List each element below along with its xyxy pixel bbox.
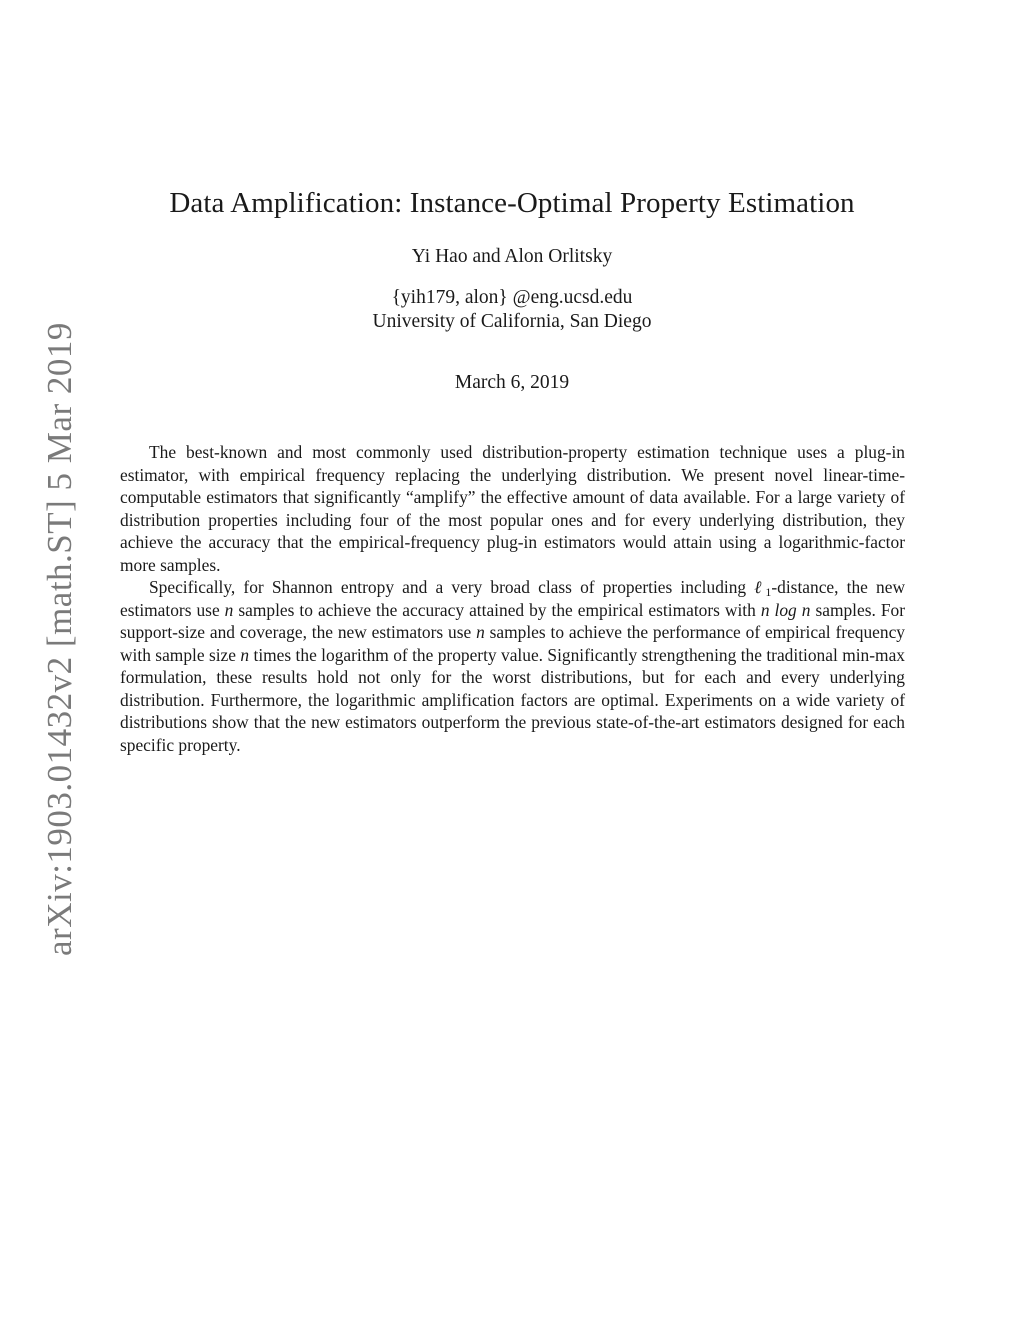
paper-date: March 6, 2019 — [454, 372, 570, 393]
abstract-paragraph-1: The best-known and most commonly used distribution-property estimation technique uses a plug-in estimator, with empirical frequency replacing the underlying distribution. We present novel linear-time-computable estimators that significantly “amplify” the effective amount of data available. For a large variety of distribution properties including four of the most popular ones and for every underlying distribution, they achieve the accuracy that the empirical-frequency plug-in estimators would attain using a logarithmic-factor more samples. — [120, 442, 905, 575]
abstract-text: samples. For support-size and coverage, the new estimators use — [120, 599, 905, 642]
math-n: n — [240, 644, 250, 665]
abstract-text: samples to achieve the accuracy attained by the empirical estimators with — [233, 599, 761, 620]
abstract-text: Specifically, for Shannon entropy and a very broad class of properties including — [149, 577, 755, 597]
abstract-paragraph-2 — [120, 576, 905, 756]
affiliation-block — [0, 286, 1024, 334]
math-n: n — [224, 599, 234, 620]
ell-subscript: 1 — [765, 585, 772, 599]
math-n-log-n: n log n — [760, 599, 811, 620]
author-emails: {yih179, alon} @eng.ucsd.edu — [391, 287, 633, 308]
ell-symbol: ℓ — [754, 577, 766, 597]
author-affiliation: University of California, San Diego — [372, 311, 652, 332]
arxiv-identifier-stamp: arXiv:1903.01432v2 [math.ST] 5 Mar 2019 — [40, 322, 79, 956]
author-list: Yi Hao and Alon Orlitsky — [411, 246, 613, 267]
paper-title: Data Amplification: Instance-Optimal Property Estimation — [169, 187, 855, 219]
abstract — [120, 441, 905, 756]
abstract-text: times the logarithm of the property value. Significantly strengthening the traditional min-max formulation, these results hold not only for the worst distributions, but for each and every underlying distribution. Furthermore, the logarithmic amplification factors are optimal. Experiments on a wide variety of distributions show that the new estimators outperform the previous state-of-the-art estimators designed for each specific property. — [120, 644, 905, 755]
abstract-text: -distance, the new estimators use — [120, 577, 906, 620]
abstract-text: samples to achieve the performance of empirical frequency with sample size — [120, 622, 906, 665]
math-n: n — [476, 622, 485, 642]
